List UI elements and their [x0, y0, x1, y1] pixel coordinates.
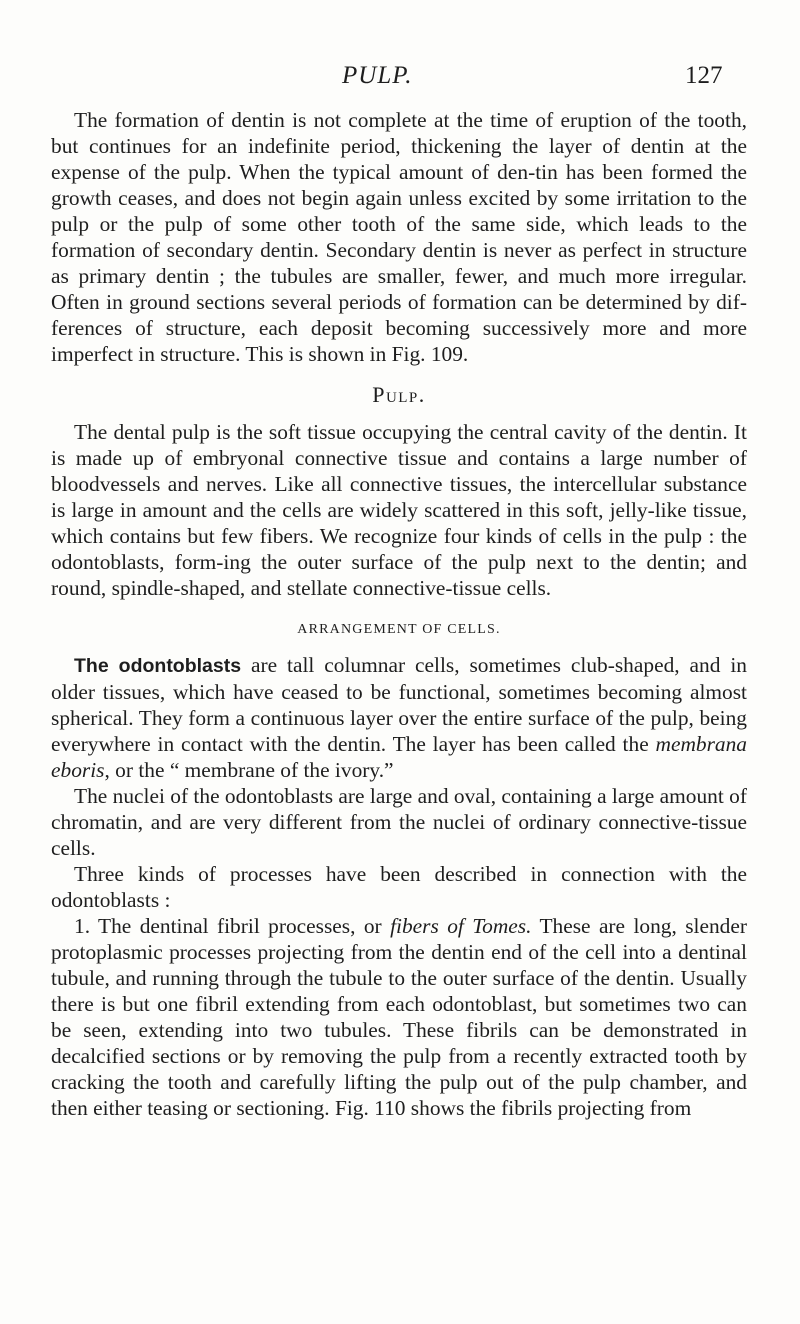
text-run: 1. The dentinal fibril processes, or — [74, 914, 391, 938]
paragraph-dentinal-fibril — [51, 913, 747, 1121]
paragraph-secondary-dentin: The formation of dentin is not complete at the time of eruption of the tooth, but continues for an indefinite period, thickening the layer of dentin at the expense of the pulp. When the typical amount of den-tin has been formed the growth ceases, and does not begin again unless excited by some irritation to the pulp or the pulp of some other tooth of the same side, which leads to the formation of secondary dentin. Secondary dentin is never as perfect in structure as primary dentin ; the tubules are smaller, fewer, and much more irregular. Often in ground sections several periods of formation can be determined by dif-ferences of structure, each deposit becoming successively more and more imperfect in structure. This is shown in Fig. 109. — [51, 108, 747, 366]
page-number: 127 — [685, 62, 723, 89]
paragraph-dental-pulp: The dental pulp is the soft tissue occupying the central cavity of the dentin. It is made up of embryonal connective tissue and contains a large number of bloodvessels and nerves. Like all connective tissues, the intercellular substance is large in amount and the cells are widely scattered in this soft, jelly-like tissue, which contains but few fibers. We recognize four kinds of cells in the pulp : the odontoblasts, form-ing the outer surface of the pulp next to the dentin; and round, spindle-shaped, and stellate connective-tissue cells. — [51, 420, 747, 600]
italic-term-membrana-eboris: membrana eboris — [51, 732, 747, 782]
text-run: These are long, slender protoplasmic processes projecting from the dentin end of the cell into a dentinal tubule, and running through the tubule to the outer surface of the dentin. Usually there is but one fibril extending from each odontoblast, but sometimes two can be seen, extending into two tubules. These fibrils can be demonstrated in decalcified sections or by removing the pulp from a recently extracted tooth by cracking the tooth and carefully lifting the pulp out of the pulp chamber, and then either teasing or sectioning. Fig. 110 shows the fibrils projecting from — [51, 914, 747, 1120]
italic-term-fibers-of-tomes: fibers of Tomes. — [390, 914, 532, 938]
text-run: are tall columnar cells, sometimes club-shaped, and in older tissues, which have ceased to be functional, sometimes becoming almost spherical. They form a continuous layer over the entire surface of the pulp, being everywhere in contact with the dentin. The layer has been called the — [51, 653, 747, 756]
paragraph-processes-intro: Three kinds of processes have been described in connection with the odontoblasts : — [51, 862, 747, 912]
section-heading-pulp: Pulp. — [372, 382, 426, 407]
paragraph-nuclei: The nuclei of the odontoblasts are large and oval, containing a large amount of chromatin, and are very different from the nuclei of ordinary connective-tissue cells. — [51, 784, 747, 860]
running-head-title: PULP. — [342, 62, 413, 89]
page-body — [51, 107, 747, 1121]
paragraph-odontoblasts — [51, 652, 747, 783]
running-head — [0, 62, 800, 98]
text-run: , or the “ membrane of the ivory.” — [104, 758, 394, 782]
subsection-heading-arrangement: ARRANGEMENT OF CELLS. — [297, 622, 501, 637]
bold-term-odontoblasts: The odontoblasts — [74, 655, 242, 677]
